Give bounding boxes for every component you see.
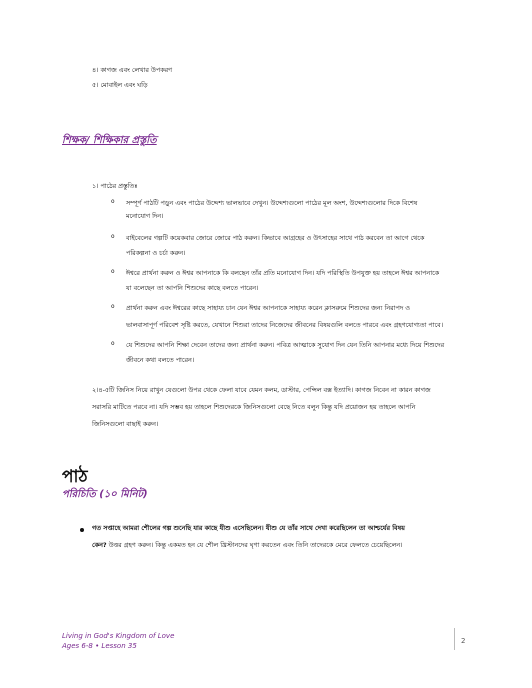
prep-item-2-line-1: ২।৪-৫টি জিনিস নিয়ে রাখুন যেগুলো উপর থেকে ফেলা যাবে যেমন কলম, ডাস্টার, পেন্সিল বক্স ইত্যাদি। কাগজ নিবেন না কারন কাগজ	[92, 386, 431, 394]
bullet-dot-icon	[80, 528, 84, 532]
list-item-mobile: ৫। মোবাইল এবং ঘড়ি	[92, 81, 148, 89]
prep-subitem-5-line-1: যে শিশুদের আপনি শিক্ষা দেবেন তাদের জন্য প্রার্থনা করুন। পবিত্র আত্মাকে সুযোগ দিন যেন তিনি আপনার মধ্যে দিয়ে শিশুদের	[126, 341, 445, 349]
prep-subitem-4-line-2: ভালবাসাপূর্ণ পরিবেশ সৃষ্টি করতে, যেখানে শিশুরা তাদের নিজেদের জীবনের বিষয়গুলি বলতে পারবে এবং গ্রহণযোগ্যতা পাবে।	[126, 321, 444, 329]
prep-item-2-line-2: সরাসরি মাটিতে পরবে না। যদি সম্ভব হয় তাহলে শিশুদেরকে জিনিসগুলো বেছে নিতে বলুন কিন্তু যদি প্রয়োজন হয় তাহলে আপনি	[92, 403, 416, 411]
prep-subitem-4-line-1: প্রার্থনা করুন এবং ঈশ্বরের কাছে সাহায্য চান যেন ঈশ্বর আপনাকে সাহায্য করেন ক্লাসরুমে শিশুদের জন্য নিরাপদ ও	[126, 304, 410, 312]
intro-heading: পরিচিতি (১০ মিনিট)	[62, 489, 148, 500]
page-number: 2	[461, 637, 466, 645]
intro-bullet-line-2	[92, 541, 402, 550]
prep-subitem-5-line-2: জীবনে কথা বলতে পারেন।	[126, 356, 195, 364]
prep-subitem-1-line-2: মনোযোগ দিন।	[126, 212, 164, 220]
footer-lesson-info: Ages 6-8 • Lesson 35	[62, 642, 137, 650]
circle-bullet-icon: o	[111, 303, 115, 310]
teacher-prep-heading: শিক্ষক/ শিক্ষিকার প্রস্তুতি	[62, 135, 157, 146]
prep-item-2-line-3: জিনিসগুলো বাছাই করুন।	[92, 420, 159, 428]
prep-subitem-1-line-1: সম্পূর্ণ পাঠটি পড়ুন এবং পাঠের উদ্দেশ্য ভালভাবে দেখুন। উদ্দেশ্যগুলো পাঠের মূল অংশ, উদ্দেশ্যগুলোর দিকে বিশেষ	[126, 199, 418, 207]
footer-divider	[454, 628, 455, 650]
intro-bullet-instruction: উত্তর গ্রহণ করুন। কিন্তু একমত হন যে শৌল খ্রিস্টানদের ঘৃণা করতেন এবং তিনি তাদেরকে মেরে ফেলতে চেয়েছিলেন।	[106, 541, 403, 549]
list-item-paper: ৪। কাগজ এবং লেখার উপকরণ	[92, 66, 173, 74]
prep-subitem-2-line-2: পরিকল্পনা ও চর্চা করুন।	[126, 249, 186, 257]
prep-subitem-3-line-2: যা বলেছেন তা আপনি শিশুদের কাছে বলতে পারেন।	[126, 284, 259, 292]
footer-course-title: Living in God's Kingdom of Love	[62, 632, 175, 640]
prep-subitem-3-line-1: ঈশ্বরে প্রার্থনা করুন ও ঈশ্বর আপনাকে কি বলছেন তাঁর প্রতি মনোযোগ দিন। যদি পরিস্থিতি উপযুক্ত হয় তাহলে ঈশ্বর আপনাকে	[126, 269, 440, 277]
circle-bullet-icon: o	[111, 340, 115, 347]
lesson-heading: পাঠ	[62, 467, 88, 487]
intro-bullet-line-1: গত সপ্তাহে আমরা শৌলের গল্প শুনেছি যার কাছে যীশু এসেছিলেন। যীশু যে তাঁর সাথে দেখা করেছিলেন তা আশ্চর্যের বিষয়	[92, 524, 405, 532]
prep-item-1-label: ১। পাঠের প্রস্তুতিঃ	[92, 182, 138, 190]
circle-bullet-icon: o	[111, 198, 115, 205]
intro-bullet-question: কেন?	[92, 541, 107, 549]
prep-subitem-2-line-1: বাইবেলের গল্পটি কয়েকবার জোরে জোরে পাঠ করুন। কিভাবে আগ্রহের ও উৎসাহের সাথে পাঠ করবেন তা আগে থেকে	[126, 234, 425, 242]
circle-bullet-icon: o	[111, 268, 115, 275]
circle-bullet-icon: o	[111, 233, 115, 240]
